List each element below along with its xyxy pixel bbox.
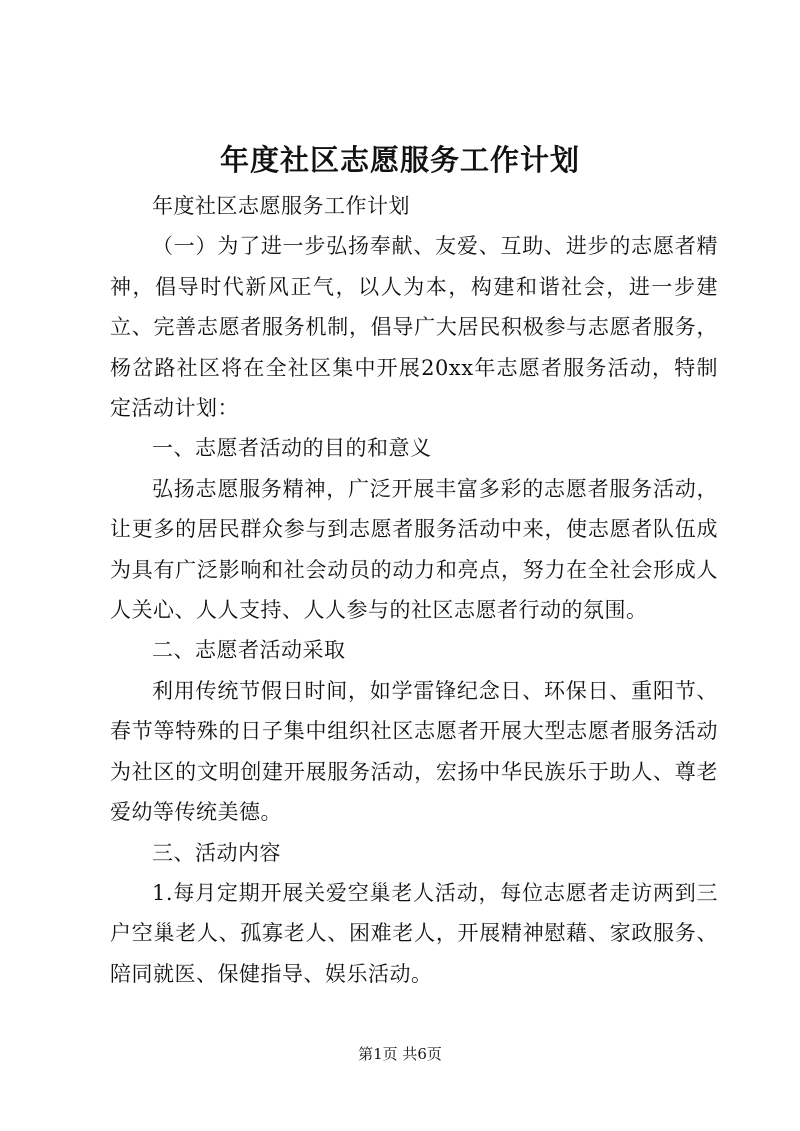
- page-number-footer: 第1页 共6页: [358, 1045, 442, 1063]
- section-heading-content: 三、活动内容: [152, 840, 281, 865]
- section-heading-method: 二、志愿者活动采取: [152, 638, 346, 663]
- document-body: [110, 186, 718, 994]
- document-title: 年度社区志愿服务工作计划: [219, 143, 580, 177]
- section-heading-purpose: 一、志愿者活动的目的和意义: [152, 436, 432, 461]
- paragraph-content-item-1: 1.每月定期开展关爱空巢老人活动，每位志愿者走访两到三户空巢老人、孤寡老人、困难老人，开展精神慰藉、家政服务、陪同就医、保健指导、娱乐活动。: [110, 880, 718, 986]
- paragraph-purpose: 弘扬志愿服务精神，广泛开展丰富多彩的志愿者服务活动，让更多的居民群众参与到志愿者服务活动中来，使志愿者队伍成为具有广泛影响和社会动员的动力和亮点，努力在全社会形成人人关心、人人支持、人人参与的社区志愿者行动的氛围。: [110, 476, 718, 623]
- paragraph-method: 利用传统节假日时间，如学雷锋纪念日、环保日、重阳节、春节等特殊的日子集中组织社区志愿者开展大型志愿者服务活动为社区的文明创建开展服务活动，宏扬中华民族乐于助人、尊老爱幼等传统美德。: [110, 678, 718, 825]
- paragraph-subtitle: 年度社区志愿服务工作计划: [152, 194, 410, 218]
- paragraph-intro: （一）为了进一步弘扬奉献、友爱、互助、进步的志愿者精神，倡导时代新风正气，以人为本，构建和谐社会，进一步建立、完善志愿者服务机制，倡导广大居民积极参与志愿者服务，杨岔路社区将在全社区集中开展20xx年志愿者服务活动，特制定活动计划：: [110, 234, 718, 421]
